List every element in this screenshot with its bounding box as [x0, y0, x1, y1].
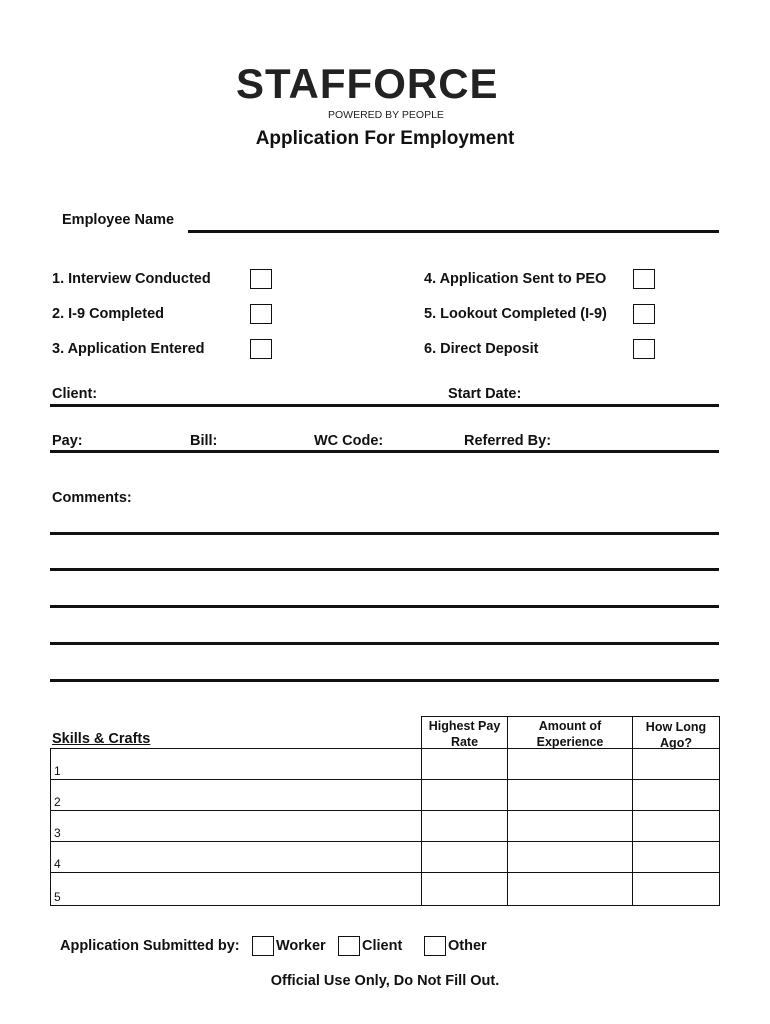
check-label-sent-peo: 4. Application Sent to PEO: [424, 271, 607, 287]
col-header-experience: [507, 716, 633, 749]
checkbox-app-entered[interactable]: [250, 339, 272, 359]
skills-table: [50, 716, 720, 906]
checkbox-lookout[interactable]: [633, 304, 655, 324]
checkbox-sent-peo[interactable]: [633, 269, 655, 289]
checkbox-i9[interactable]: [250, 304, 272, 324]
table-row[interactable]: [50, 810, 422, 842]
option-other-label: Other: [448, 938, 487, 954]
pay-rate-cell[interactable]: [421, 748, 508, 780]
comment-line[interactable]: [50, 605, 719, 608]
experience-cell[interactable]: [507, 872, 633, 906]
experience-cell[interactable]: [507, 841, 633, 873]
pay-rate-cell[interactable]: [421, 872, 508, 906]
table-row[interactable]: [50, 779, 422, 811]
row-number: 1: [54, 764, 61, 778]
col-header-how-long: [632, 716, 720, 749]
referred-by-label: Referred By:: [464, 433, 552, 449]
how-long-cell[interactable]: [632, 841, 720, 873]
comment-line[interactable]: [50, 679, 719, 682]
stafforce-logo: [236, 62, 532, 122]
stafforce-logo-graphic: [236, 62, 532, 122]
comment-line[interactable]: [50, 532, 719, 535]
how-long-cell[interactable]: [632, 748, 720, 780]
comment-line[interactable]: [50, 642, 719, 645]
how-long-cell[interactable]: [632, 872, 720, 906]
checkbox-client[interactable]: [338, 936, 360, 956]
row-number: 4: [54, 857, 61, 871]
check-label-direct-deposit: 6. Direct Deposit: [424, 341, 539, 357]
row-number: 3: [54, 826, 61, 840]
experience-cell[interactable]: [507, 748, 633, 780]
checkbox-interview[interactable]: [250, 269, 272, 289]
table-row[interactable]: [50, 841, 422, 873]
col-header-pay-line1: Highest Pay: [428, 719, 501, 733]
row-number: 2: [54, 795, 61, 809]
checkbox-worker[interactable]: [252, 936, 274, 956]
checkbox-direct-deposit[interactable]: [633, 339, 655, 359]
check-label-app-entered: 3. Application Entered: [52, 341, 205, 357]
submitted-by-label: Application Submitted by:: [60, 938, 240, 954]
employee-name-label: Employee Name: [62, 212, 175, 228]
check-label-i9: 2. I-9 Completed: [52, 306, 164, 322]
col-header-ago-line1: How Long: [645, 720, 707, 734]
check-label-interview: 1. Interview Conducted: [52, 271, 211, 287]
checkbox-other[interactable]: [424, 936, 446, 956]
how-long-cell[interactable]: [632, 810, 720, 842]
table-row[interactable]: [50, 748, 422, 780]
official-use-note: Official Use Only, Do Not Fill Out.: [270, 973, 500, 989]
col-header-exp-line2: Experience: [536, 735, 604, 749]
option-client-label: Client: [362, 938, 403, 954]
col-header-ago-line2: Ago?: [660, 736, 692, 750]
pay-line[interactable]: [50, 450, 719, 453]
option-worker-label: Worker: [276, 938, 326, 954]
experience-cell[interactable]: [507, 810, 633, 842]
pay-rate-cell[interactable]: [421, 810, 508, 842]
comments-label: Comments:: [52, 490, 132, 506]
start-date-label: Start Date:: [448, 386, 522, 402]
col-header-exp-line1: Amount of: [538, 719, 602, 733]
pay-rate-cell[interactable]: [421, 779, 508, 811]
pay-label: Pay:: [52, 433, 83, 449]
how-long-cell[interactable]: [632, 779, 720, 811]
pay-rate-cell[interactable]: [421, 841, 508, 873]
comment-line[interactable]: [50, 568, 719, 571]
skills-table-title: Skills & Crafts: [52, 731, 151, 747]
client-line[interactable]: [50, 404, 719, 407]
row-number: 5: [54, 890, 61, 904]
table-row[interactable]: [50, 872, 422, 906]
col-header-pay-rate: [421, 716, 508, 749]
col-header-pay-line2: Rate: [450, 735, 479, 749]
experience-cell[interactable]: [507, 779, 633, 811]
check-label-lookout: 5. Lookout Completed (I-9): [424, 306, 607, 322]
wc-code-label: WC Code:: [314, 433, 384, 449]
employee-name-line[interactable]: [188, 230, 719, 233]
logo-tagline: POWERED BY PEOPLE: [328, 109, 444, 121]
bill-label: Bill:: [190, 433, 218, 449]
logo-wordmark: STAFFORCE: [236, 62, 499, 107]
client-label: Client:: [52, 386, 98, 402]
page-title: Application For Employment: [255, 128, 515, 149]
